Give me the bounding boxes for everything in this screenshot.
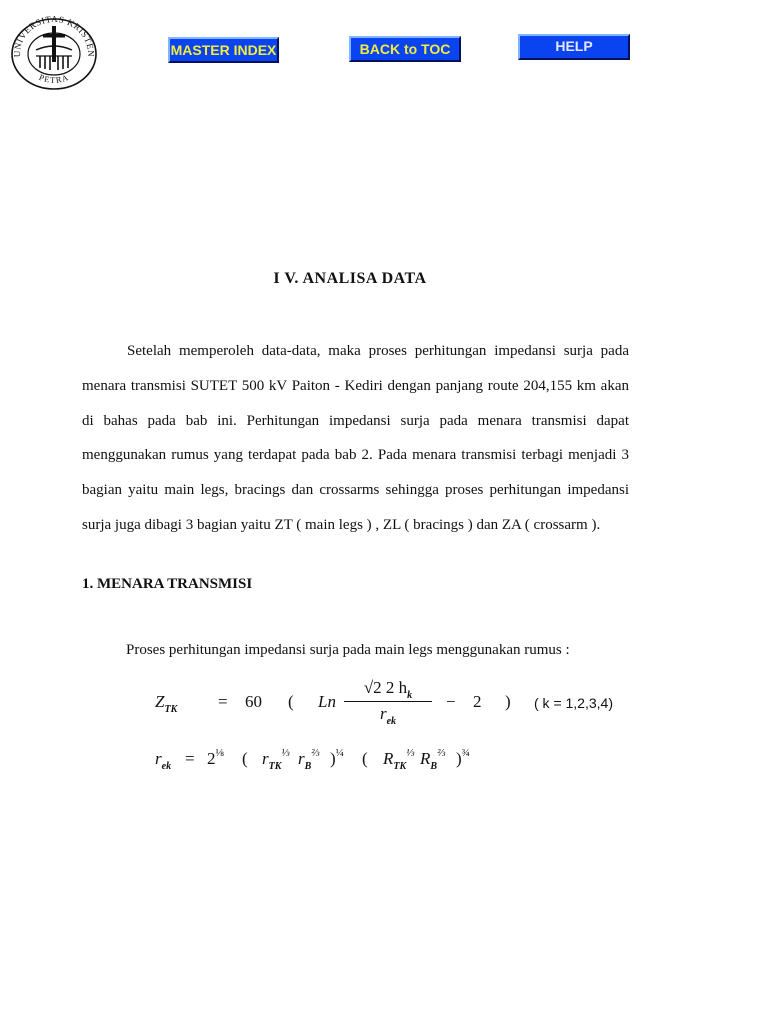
eq1-fraction: √2 2 $h_k$ $r_{ek}$ xyxy=(344,678,432,724)
eq1-open-paren: ( xyxy=(288,692,294,711)
eq2-equals: = xyxy=(185,749,195,768)
eq1-two: 2 xyxy=(473,692,482,711)
eq1-minus: − xyxy=(446,692,456,711)
master-index-button[interactable]: MASTER INDEX xyxy=(168,37,279,63)
eq2-r-b: $r_B^{\frac{2}{3}}$ xyxy=(298,747,320,772)
eq2-r-tk: $r_{TK}^{\frac{1}{3}}$ xyxy=(262,747,290,772)
section-title: 1. MENARA TRANSMISI xyxy=(82,576,253,592)
chapter-heading: I V. ANALISA DATA xyxy=(273,270,427,287)
eq1-close-paren: ) xyxy=(505,692,511,711)
help-button[interactable]: HELP xyxy=(518,34,630,60)
eq2-base: $2^{\frac{1}{8}}$ xyxy=(207,747,224,768)
eq2-paren1-open: ( xyxy=(242,749,248,768)
svg-text:PETRA xyxy=(38,72,71,85)
seal-text-top: UNIVERSITAS KRISTEN xyxy=(11,13,97,58)
seal-text-bottom: PETRA xyxy=(37,71,71,85)
eq2-paren2-close: )$^{\frac{3}{4}}$ xyxy=(456,747,470,768)
eq1-ln: Ln xyxy=(318,692,336,711)
eq2-lhs: $r_{ek}$ xyxy=(155,749,172,772)
eq1-lhs: $Z_{TK}$ xyxy=(155,692,178,715)
intro-paragraph-text: Setelah memperoleh data-data, maka proses perhitungan impedansi surja pada menara transmisi SUTET 500 kV Paiton - Kediri dengan panjang route 204,155 km akan di bahas pada bab ini. Perhitungan impedansi surja pada menara transmisi dapat menggunakan rumus yang terdapat pada bab 2. Pada menara transmisi terbagi menjadi 3 bagian yaitu main legs, bracings dan crossarms sehingga proses perhitungan impedansi surja juga dibagi 3 bagian yaitu ZT ( main legs ) , ZL ( bracings ) dan ZA ( crossarm ). xyxy=(82,343,629,533)
intro-paragraph xyxy=(82,334,629,543)
eq1-condition: ( k = 1,2,3,4) xyxy=(534,695,613,711)
back-to-toc-button[interactable]: BACK to TOC xyxy=(349,36,461,62)
eq2-paren1-close: )$^{\frac{1}{4}}$ xyxy=(330,747,344,768)
eq2-R-tk: $R_{TK}^{\frac{1}{3}}$ xyxy=(383,747,415,772)
formula-intro: Proses perhitungan impedansi surja pada main legs menggunakan rumus : xyxy=(126,642,570,658)
university-seal-logo xyxy=(10,12,98,90)
eq1-coef: 60 xyxy=(245,692,262,711)
eq2-paren2-open: ( xyxy=(362,749,368,768)
eq2-R-b: $R_B^{\frac{2}{3}}$ xyxy=(420,747,446,772)
eq1-equals: = xyxy=(218,692,228,711)
